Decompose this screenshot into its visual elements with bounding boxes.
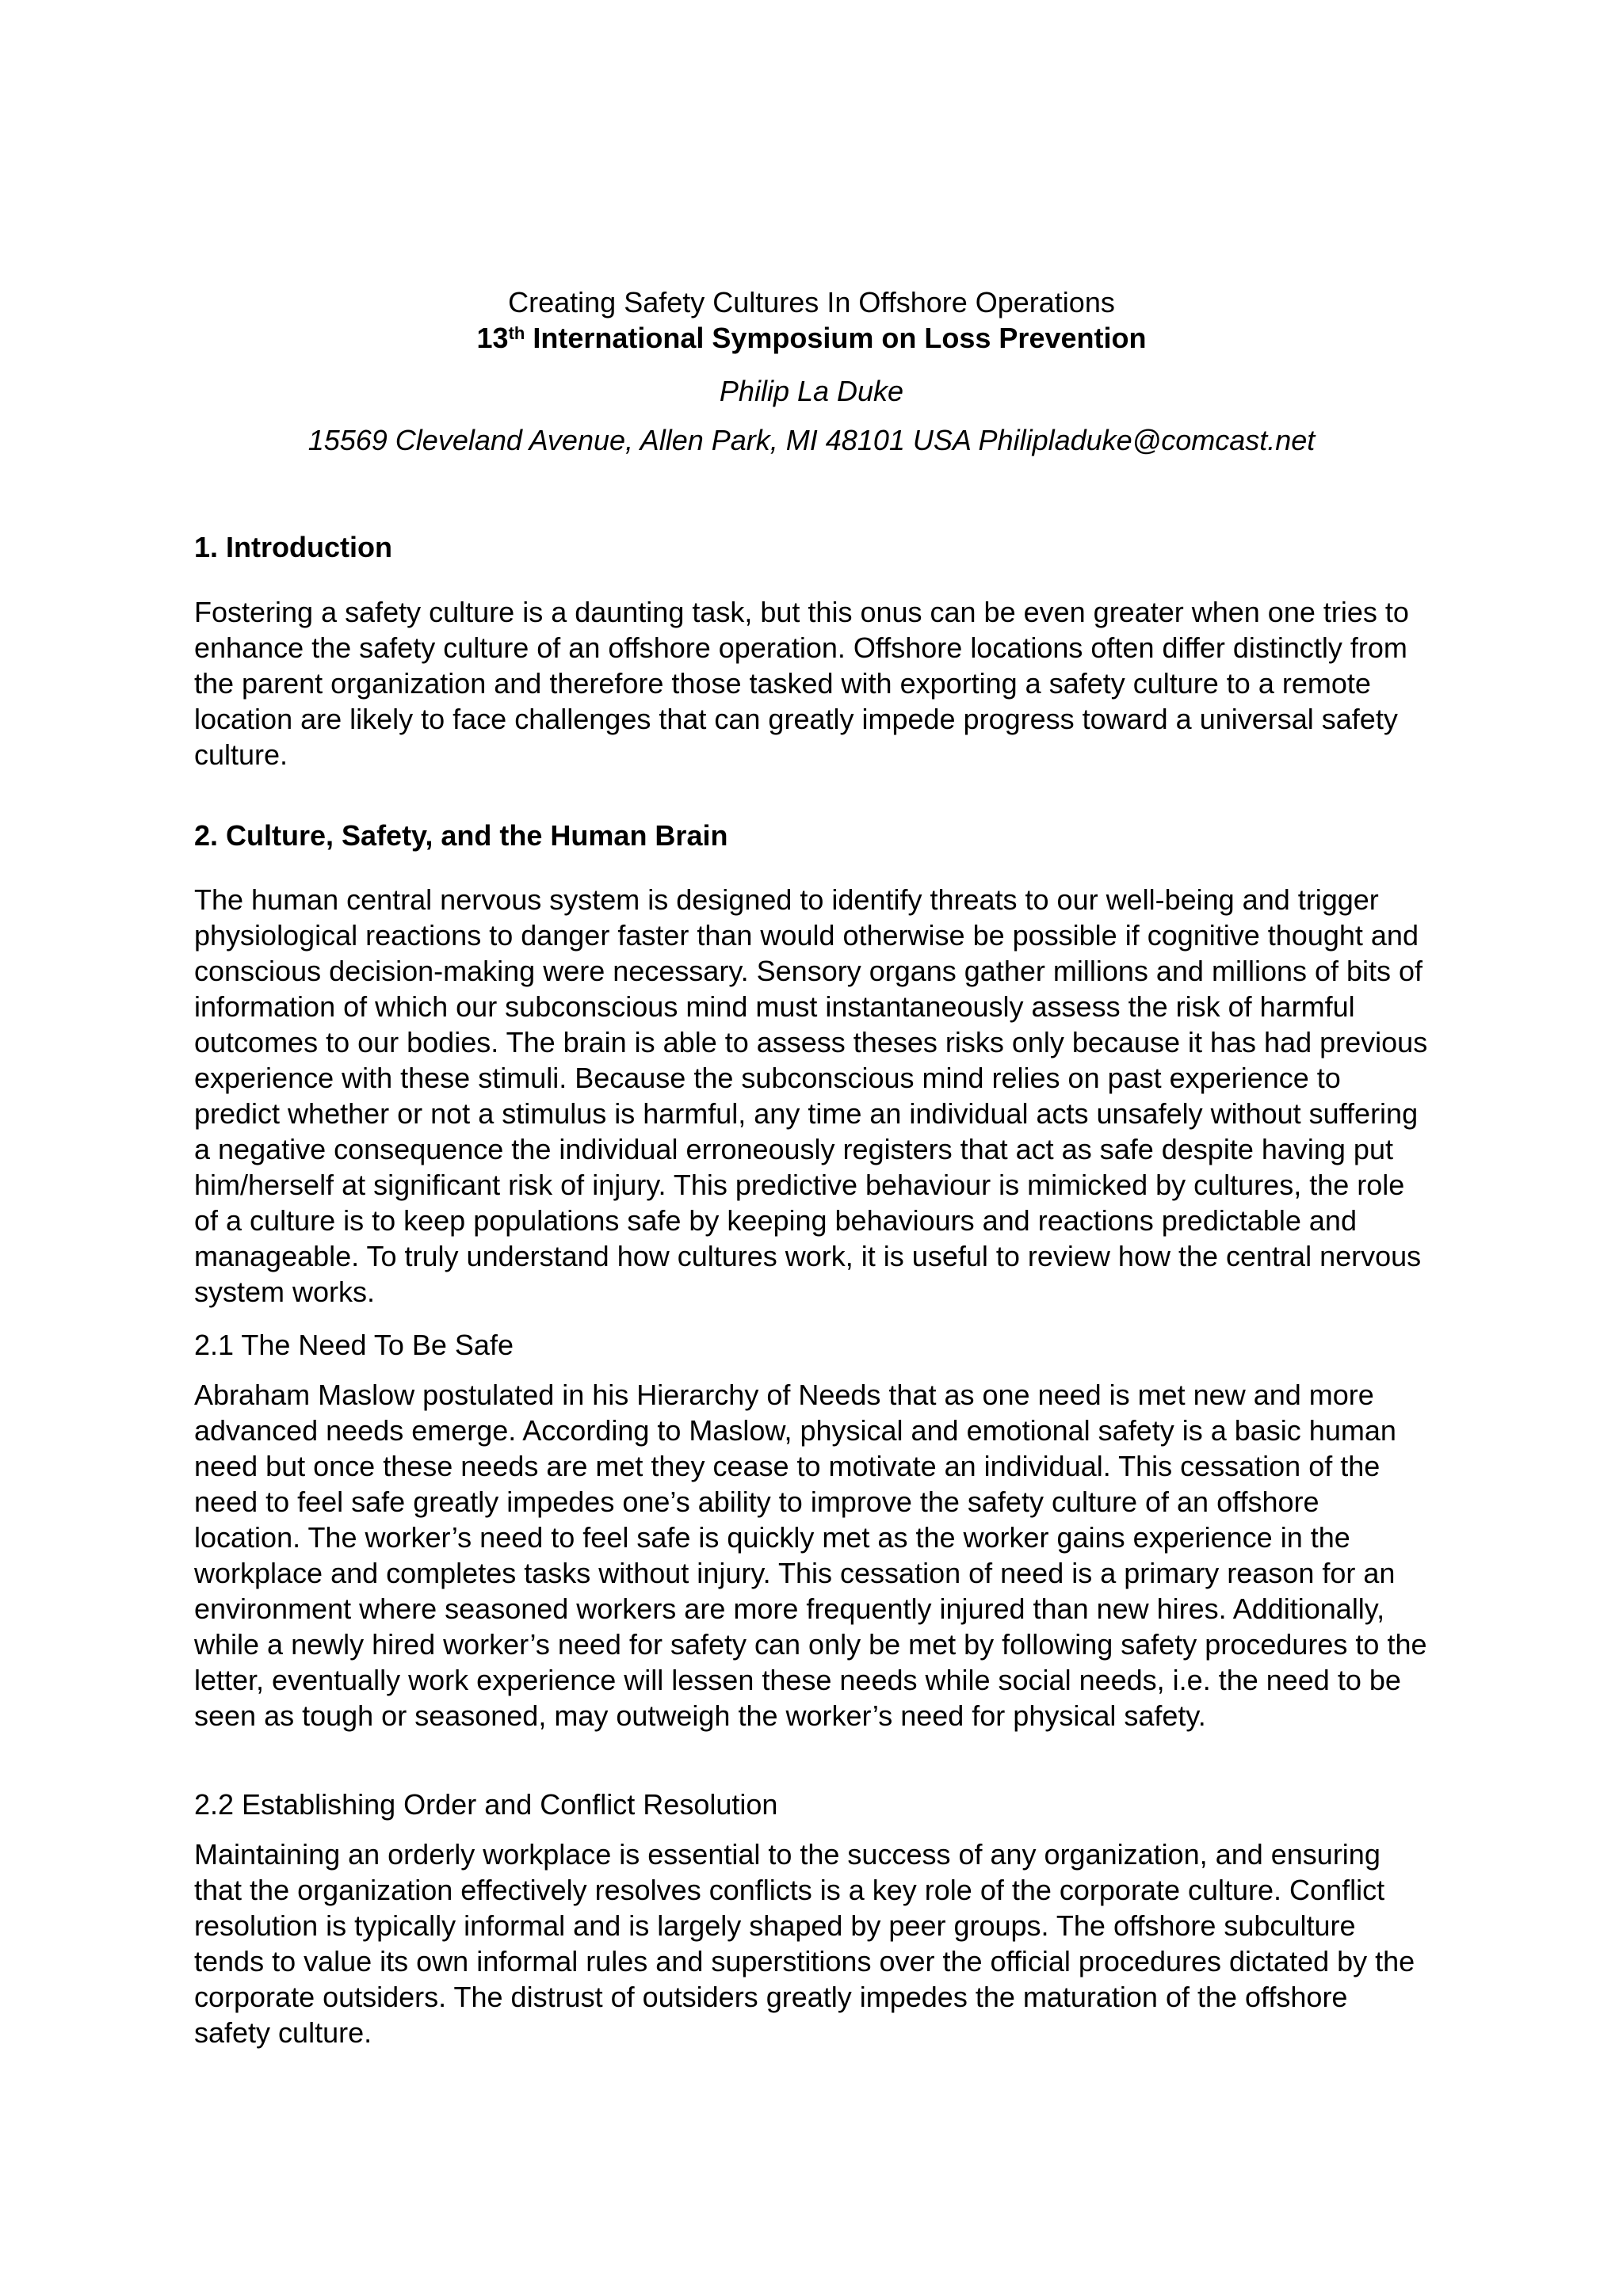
symposium-name: International Symposium on Loss Prevention bbox=[525, 322, 1147, 354]
order-conflict-paragraph: Maintaining an orderly workplace is essential to the success of any organization, and ensuring that the organization effectively resolves conflicts is a key role of the corporate culture. Conflict resolution is typically informal and is largely shaped by peer groups. The offshore subculture tends to value its own informal rules and superstitions over the official procedures dictated by the corporate outsiders. The distrust of outsiders greatly impedes the maturation of the offshore safety culture. bbox=[194, 1838, 1415, 2049]
section-heading-culture: 2. Culture, Safety, and the Human Brain bbox=[194, 819, 728, 852]
author-name: Philip La Duke bbox=[719, 375, 904, 407]
symposium-suffix: th bbox=[508, 323, 525, 343]
need-to-be-safe-paragraph: Abraham Maslow postulated in his Hierarchy of Needs that as one need is met new and more advanced needs emerge. According to Maslow, physical and emotional safety is a basic human need but once these needs are met they cease to motivate an individual. This cessation of the need to feel safe greatly impedes one’s ability to improve the safety culture of an offshore location. The worker’s need to feel safe is quickly met as the worker gains experience in the workplace and completes tasks without injury. This cessation of need is a primary reason for an environment where seasoned workers are more frequently injured than new hires. Additionally, while a newly hired worker’s need for safety can only be met by following safety procedures to the letter, eventually work experience will lessen these needs while social needs, i.e. the need to be seen as tough or seasoned, may outweigh the worker’s need for physical safety. bbox=[194, 1379, 1427, 1732]
subsection-heading-need-to-be-safe: 2.1 The Need To Be Safe bbox=[194, 1329, 514, 1361]
culture-paragraph: The human central nervous system is designed to identify threats to our well-being and trigger physiological reactions to danger faster than would otherwise be possible if cognitive thought and conscious decision-making were necessary. Sensory organs gather millions and millions of bits of information of which our subconscious mind must instantaneously assess the risk of harmful outcomes to our bodies. The brain is able to assess theses risks only because it has had previous experience with these stimuli. Because the subconscious mind relies on past experience to predict whether or not a stimulus is harmful, any time an individual acts unsafely without suffering a negative consequence the individual erroneously registers that act as safe despite having put him/herself at significant risk of injury. This predictive behaviour is mimicked by cultures, the role of a culture is to keep populations safe by keeping behaviours and reactions predictable and manageable. To truly understand how cultures work, it is useful to review how the central nervous system works. bbox=[194, 883, 1428, 1308]
section-heading-introduction: 1. Introduction bbox=[194, 531, 392, 563]
author-address: 15569 Cleveland Avenue, Allen Park, MI 48101 USA Philipladuke@comcast.net bbox=[307, 424, 1316, 456]
symposium-number: 13 bbox=[476, 322, 509, 354]
subsection-heading-order-conflict: 2.2 Establishing Order and Conflict Resolution bbox=[194, 1788, 778, 1821]
paper-title: Creating Safety Cultures In Offshore Operations bbox=[508, 286, 1115, 318]
introduction-paragraph: Fostering a safety culture is a daunting task, but this onus can be even greater when one tries to enhance the safety culture of an offshore operation. Offshore locations often differ distinctly from the parent organization and therefore those tasked with exporting a safety culture to a remote location are likely to face challenges that can greatly impede progress toward a universal safety culture. bbox=[194, 596, 1409, 771]
symposium-line bbox=[0, 321, 1623, 356]
